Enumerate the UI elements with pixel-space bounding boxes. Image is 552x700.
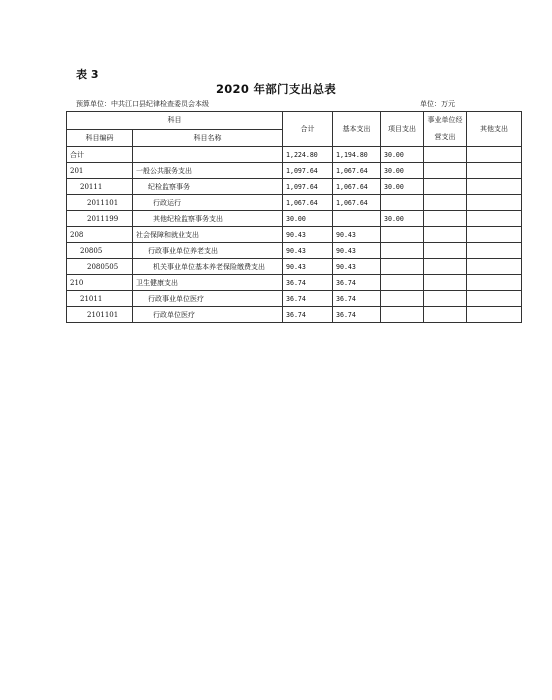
business-operation-cell [424,307,467,323]
subject-name-cell: 行政事业单位医疗 [133,291,283,307]
subject-code-cell: 2011101 [67,195,133,211]
page-title: 2020 年部门支出总表 [215,82,337,96]
basic-expenditure-cell: 1,194.80 [333,147,381,163]
expenditure-table [66,111,522,323]
project-expenditure-cell [381,243,424,259]
business-operation-cell [424,163,467,179]
project-expenditure-header: 项目支出 [381,112,424,147]
other-expenditure-cell [467,195,522,211]
basic-expenditure-cell: 36.74 [333,275,381,291]
subject-name-cell: 卫生健康支出 [133,275,283,291]
total-cell: 1,097.64 [283,179,333,195]
table-body [67,147,522,323]
subject-name-cell [133,147,283,163]
other-expenditure-cell [467,259,522,275]
basic-expenditure-cell: 1,067.64 [333,195,381,211]
subject-code-cell: 2011199 [67,211,133,227]
project-expenditure-cell: 30.00 [381,211,424,227]
project-expenditure-cell [381,291,424,307]
other-expenditure-header: 其他支出 [467,112,522,147]
business-operation-cell [424,227,467,243]
business-operation-cell [424,195,467,211]
basic-expenditure-cell: 36.74 [333,307,381,323]
business-operation-cell [424,275,467,291]
project-expenditure-cell [381,275,424,291]
total-cell: 90.43 [283,227,333,243]
total-header: 合计 [283,112,333,147]
project-expenditure-cell [381,195,424,211]
business-operation-cell [424,147,467,163]
project-expenditure-cell [381,307,424,323]
total-cell: 90.43 [283,243,333,259]
project-expenditure-cell [381,227,424,243]
table-row [67,163,522,179]
table-row [67,147,522,163]
project-expenditure-cell: 30.00 [381,147,424,163]
total-cell: 1,097.64 [283,163,333,179]
total-cell: 1,067.64 [283,195,333,211]
subject-code-cell: 201 [67,163,133,179]
table-number-label: 表 3 [76,68,99,81]
table-row [67,291,522,307]
business-operation-cell [424,291,467,307]
other-expenditure-cell [467,227,522,243]
business-operation-cell [424,243,467,259]
subject-name-cell: 行政单位医疗 [133,307,283,323]
business-operation-cell [424,179,467,195]
other-expenditure-cell [467,291,522,307]
project-expenditure-cell: 30.00 [381,179,424,195]
other-expenditure-cell [467,275,522,291]
basic-expenditure-header: 基本支出 [333,112,381,147]
table-row [67,259,522,275]
subject-name-cell: 纪检监察事务 [133,179,283,195]
basic-expenditure-cell: 1,067.64 [333,163,381,179]
table-row [67,179,522,195]
project-expenditure-cell: 30.00 [381,163,424,179]
other-expenditure-cell [467,179,522,195]
subject-name-cell: 行政事业单位养老支出 [133,243,283,259]
subject-name-cell: 行政运行 [133,195,283,211]
table-row [67,227,522,243]
other-expenditure-cell [467,147,522,163]
subject-name-cell: 社会保障和就业支出 [133,227,283,243]
basic-expenditure-cell [333,211,381,227]
subject-code-cell: 208 [67,227,133,243]
total-cell: 90.43 [283,259,333,275]
basic-expenditure-cell: 1,067.64 [333,179,381,195]
subject-code-cell: 20805 [67,243,133,259]
total-cell: 36.74 [283,307,333,323]
subject-name-cell: 一般公共服务支出 [133,163,283,179]
subject-header: 科目 [67,112,283,130]
business-operation-cell [424,259,467,275]
basic-expenditure-cell: 90.43 [333,243,381,259]
subject-code-cell: 2101101 [67,307,133,323]
other-expenditure-cell [467,243,522,259]
table-row [67,275,522,291]
subject-code-header: 科目编码 [67,129,133,147]
table-row [67,195,522,211]
total-cell: 36.74 [283,291,333,307]
other-expenditure-cell [467,307,522,323]
currency-unit-label: 单位：万元 [420,100,455,108]
project-expenditure-cell [381,259,424,275]
subject-name-cell: 机关事业单位基本养老保险缴费支出 [133,259,283,275]
subject-code-cell: 20111 [67,179,133,195]
table-row [67,211,522,227]
basic-expenditure-cell: 36.74 [333,291,381,307]
subject-name-header: 科目名称 [133,129,283,147]
other-expenditure-cell [467,211,522,227]
subject-code-cell: 合计 [67,147,133,163]
other-expenditure-cell [467,163,522,179]
total-cell: 36.74 [283,275,333,291]
business-operation-cell [424,211,467,227]
subject-code-cell: 21011 [67,291,133,307]
total-cell: 1,224.80 [283,147,333,163]
basic-expenditure-cell: 90.43 [333,259,381,275]
basic-expenditure-cell: 90.43 [333,227,381,243]
table-row [67,243,522,259]
subject-name-cell: 其他纪检监察事务支出 [133,211,283,227]
subject-code-cell: 210 [67,275,133,291]
total-cell: 30.00 [283,211,333,227]
budget-unit-label: 预算单位：中共江口县纪律检查委员会本级 [76,100,209,108]
business-operation-header: 事业单位经营支出 [424,112,467,147]
subject-code-cell: 2080505 [67,259,133,275]
table-row [67,307,522,323]
